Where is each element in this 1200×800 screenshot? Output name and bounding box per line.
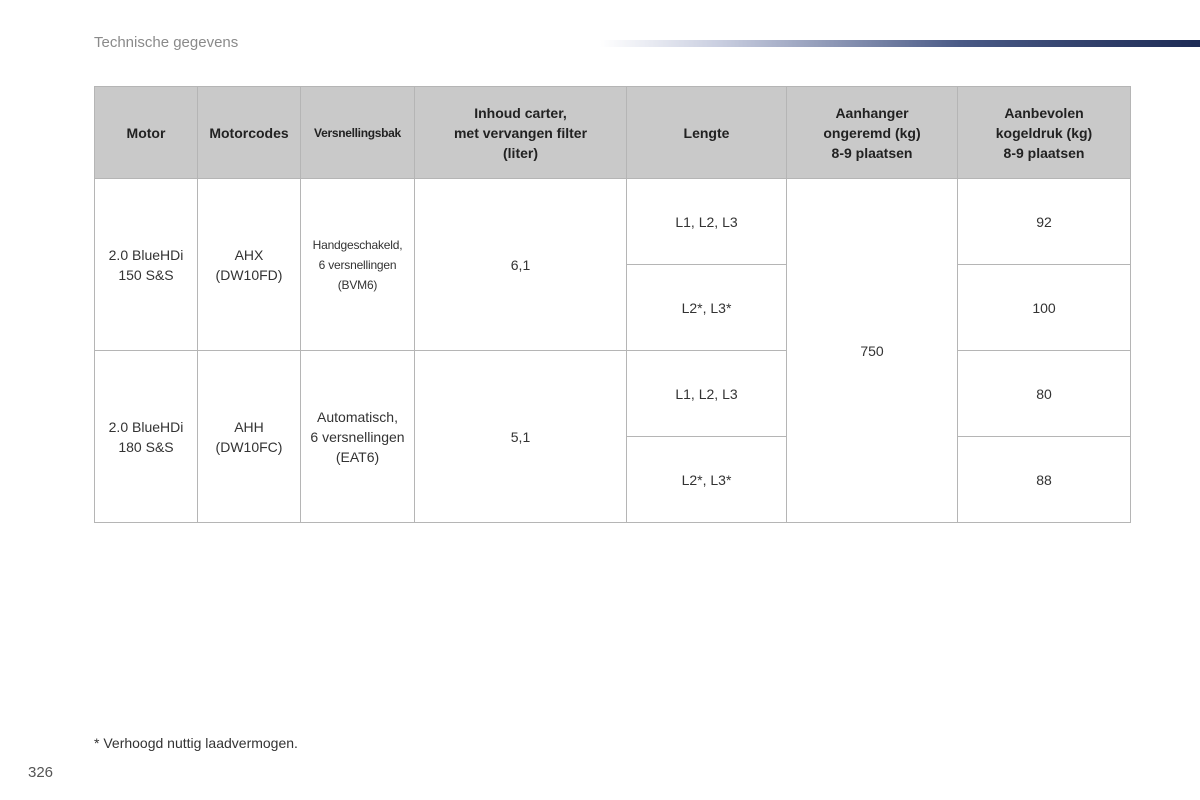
cell-gearbox: Handgeschakeld, 6 versnellingen (BVM6): [301, 179, 415, 351]
header-lengte: Lengte: [627, 87, 787, 179]
section-title: Technische gegevens: [94, 34, 239, 51]
table-row: [95, 351, 1131, 437]
cell-motorcode: AHH (DW10FC): [198, 351, 301, 523]
cell-length: L1, L2, L3: [627, 179, 787, 265]
table-header-row: [95, 87, 1131, 179]
header-aanhanger-ongeremd: Aanhanger ongeremd (kg) 8-9 plaatsen: [787, 87, 958, 179]
cell-kogeldruk: 88: [958, 437, 1131, 523]
header-gradient-bar: [600, 40, 1200, 47]
cell-kogeldruk: 80: [958, 351, 1131, 437]
cell-motorcode: AHX (DW10FD): [198, 179, 301, 351]
header-motorcodes: Motorcodes: [198, 87, 301, 179]
table-row: [95, 179, 1131, 265]
header-inhoud-carter: Inhoud carter, met vervangen filter (liter): [415, 87, 627, 179]
header-aanbevolen-kogeldruk: Aanbevolen kogeldruk (kg) 8-9 plaatsen: [958, 87, 1131, 179]
cell-capacity: 6,1: [415, 179, 627, 351]
footnote: * Verhoogd nuttig laadvermogen.: [94, 735, 298, 751]
cell-motor: 2.0 BlueHDi 150 S&S: [95, 179, 198, 351]
cell-gearbox: Automatisch, 6 versnellingen (EAT6): [301, 351, 415, 523]
cell-length: L2*, L3*: [627, 437, 787, 523]
cell-length: L1, L2, L3: [627, 351, 787, 437]
cell-length: L2*, L3*: [627, 265, 787, 351]
page-number: 326: [28, 764, 54, 781]
cell-capacity: 5,1: [415, 351, 627, 523]
cell-aanhanger-value: 750: [787, 179, 958, 523]
header-motor: Motor: [95, 87, 198, 179]
cell-kogeldruk: 92: [958, 179, 1131, 265]
cell-kogeldruk: 100: [958, 265, 1131, 351]
header-versnellingsbak: Versnellingsbak: [301, 87, 415, 179]
cell-motor: 2.0 BlueHDi 180 S&S: [95, 351, 198, 523]
specifications-table: [94, 86, 1131, 523]
